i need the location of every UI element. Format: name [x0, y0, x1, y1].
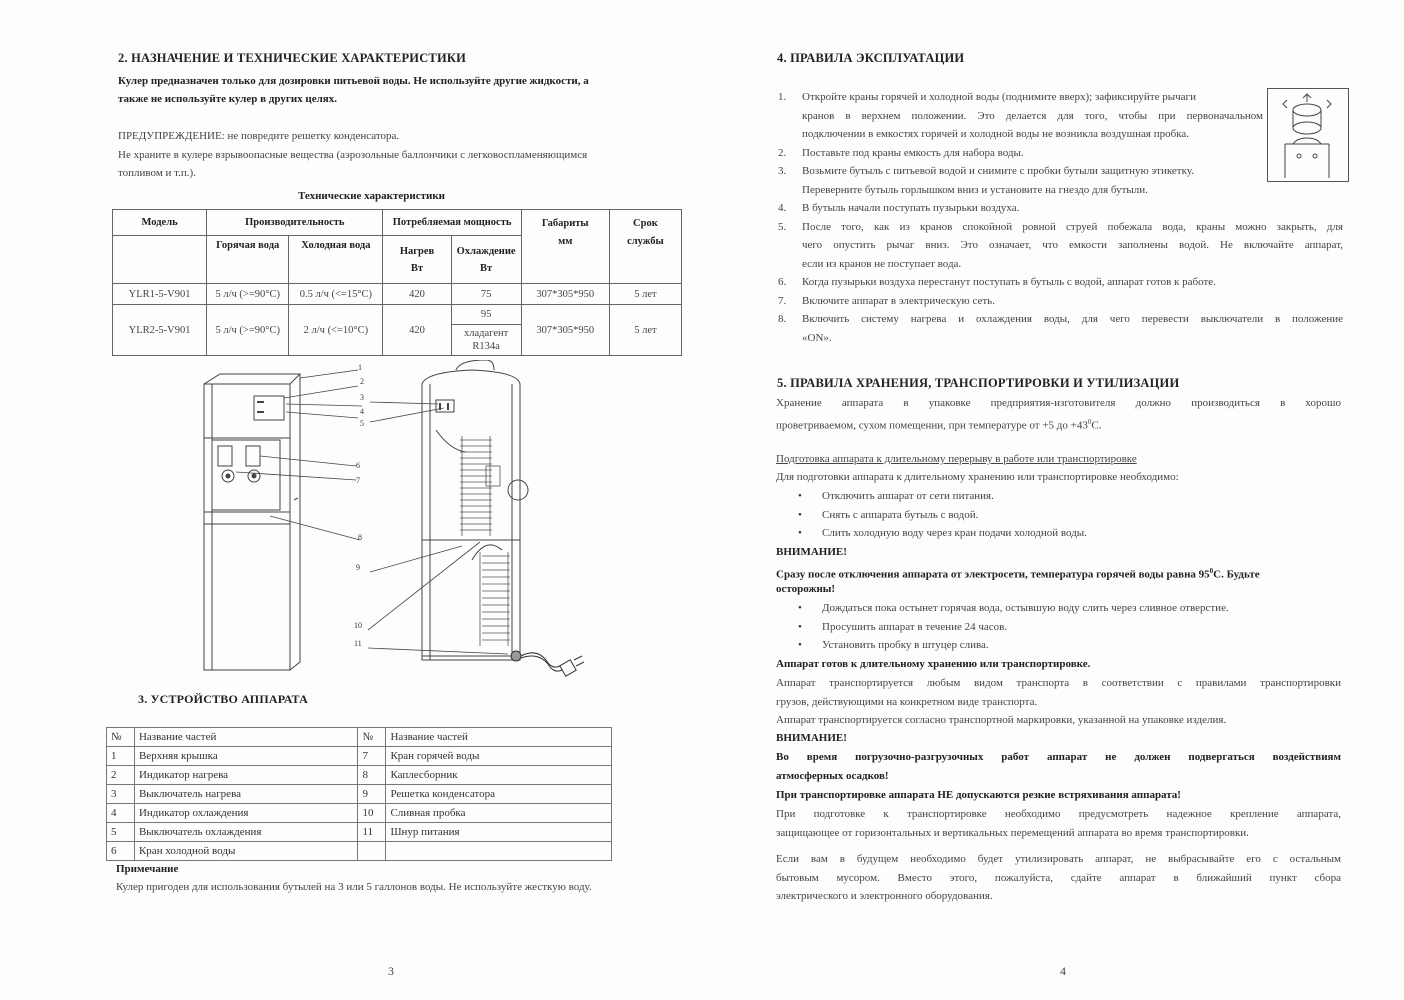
- part-num: 1: [107, 747, 135, 766]
- list-item: [778, 88, 1263, 144]
- section4-title: 4. ПРАВИЛА ЭКСПЛУАТАЦИИ: [777, 51, 965, 65]
- hdr-model: Модель: [113, 210, 207, 236]
- diagram-label: 9: [356, 563, 360, 572]
- row1-hot: 5 л/ч (>=90°C): [207, 284, 289, 305]
- rule-3-line-2: Переверните бутыль горлышком вниз и установите на гнездо для бутыли.: [802, 183, 1148, 196]
- parts-col-num-2: №: [358, 728, 386, 747]
- row2-refrigerant: [451, 325, 521, 356]
- list-item: • Просушить аппарат в течение 24 часов.: [776, 618, 1229, 637]
- row2-model: YLR2-5-V901: [113, 305, 207, 356]
- fix-line-2: защищающее от горизонтальных и вертикальных перемещений аппарата во время транспортировки.: [776, 826, 1249, 839]
- spec-table-caption: Технические характеристики: [298, 190, 446, 202]
- diagram-label: 2: [360, 377, 364, 386]
- part-name: Выключатель нагрева: [134, 785, 358, 804]
- hdr-heat-label: Нагрев: [399, 245, 435, 257]
- part-name: Каплесборник: [386, 766, 612, 785]
- section5-title: 5. ПРАВИЛА ХРАНЕНИЯ, ТРАНСПОРТИРОВКИ И УТИЛИЗАЦИИ: [777, 376, 1180, 390]
- ready-text: Аппарат готов к длительному хранению или транспортировке.: [776, 658, 1091, 670]
- list-item: • Дождаться пока остынет горячая вода, остывшую воду слить через сливное отверстие.: [776, 599, 1229, 618]
- row2-life: 5 лет: [609, 305, 681, 356]
- part-num: 9: [358, 785, 386, 804]
- weather-paragraph: [776, 748, 1341, 785]
- warning-line1: ПРЕДУПРЕЖДЕНИЕ: не повредите решетку конденсатора.: [118, 130, 400, 142]
- hot-warning-text: Сразу после отключения аппарата от электросети, температура горячей воды равна 95: [776, 568, 1210, 581]
- attention-1: ВНИМАНИЕ!: [776, 546, 847, 558]
- hdr-dims-unit: мм: [558, 236, 573, 247]
- list-item-number: 3.: [778, 165, 787, 177]
- diagram-label: 6: [356, 461, 360, 470]
- hdr-model-empty: [113, 236, 207, 284]
- storage-line-2: [776, 413, 1341, 435]
- parts-col-name: Название частей: [134, 728, 358, 747]
- transport-paragraph: [776, 674, 1341, 730]
- part-num: 11: [358, 823, 386, 842]
- table-row: [113, 305, 682, 325]
- weather-line-1: Во время погрузочно-разгрузочных работ аппарат не должен подвергаться воздействиям: [776, 751, 1341, 763]
- note-text: Кулер пригоден для использования бутылей на 3 или 5 галлонов воды. Не используйте жесткую воду.: [116, 881, 592, 893]
- row1-heat: 420: [383, 284, 451, 305]
- cooler-diagram: [190, 360, 600, 690]
- storage-paragraph: [776, 394, 1341, 435]
- right-page: [702, 0, 1404, 1000]
- part-name: Сливная пробка: [386, 804, 612, 823]
- storage-line-1: Хранение аппарата в упаковке предприятия-изготовителя должно производиться в хорошо: [776, 397, 1341, 409]
- table-row: [107, 823, 612, 842]
- rule-7-line-1: Включите аппарат в электрическую сеть.: [802, 294, 995, 307]
- prep-bullets: [776, 487, 1087, 543]
- disposal-line-1: Если вам в будущем необходимо будет утилизировать аппарат, не выбрасывайте его с остальным: [776, 853, 1341, 865]
- row2-cool: 95: [451, 305, 521, 325]
- hdr-cool-unit: Вт: [480, 262, 493, 274]
- part-name: [386, 842, 612, 861]
- list-item: • Снять с аппарата бутыль с водой.: [776, 506, 1087, 525]
- rule-1-line-2: кранов в верхнем положении. Это делается для того, чтобы при первоначальном: [802, 109, 1263, 122]
- table-row: [107, 842, 612, 861]
- rule-4-line-1: В бутыль начали поступать пузырьки воздуха.: [802, 202, 1020, 214]
- list-item: • Установить пробку в штуцер слива.: [776, 636, 1229, 655]
- part-num: 6: [107, 842, 135, 861]
- list-item-number: 6.: [778, 276, 787, 288]
- table-row: [107, 804, 612, 823]
- diagram-label: 10: [354, 621, 362, 630]
- rule-3-line-1: Возьмите бутыль с питьевой водой и снимите с пробки бутыли защитную этикетку.: [802, 165, 1194, 177]
- list-item: [778, 218, 1343, 274]
- weather-line-2: атмосферных осадков!: [776, 769, 889, 782]
- hdr-life-label: Срок: [633, 218, 658, 229]
- condenser-coils: [460, 436, 510, 646]
- diagram-label: 4: [360, 407, 364, 416]
- diagram-label: 3: [360, 393, 364, 402]
- row2-heat: 420: [383, 305, 451, 356]
- rule-8-line-1: Включить систему нагрева и охлаждения воды, для чего перевести выключатели в положение: [802, 313, 1343, 325]
- disposal-line-3: электрического и электронного оборудования.: [776, 890, 993, 902]
- list-item-number: 5.: [778, 220, 787, 233]
- row1-cold: 0.5 л/ч (<=15°C): [289, 284, 383, 305]
- section3-title: 3. УСТРОЙСТВО АППАРАТА: [138, 692, 308, 706]
- diagram-label: 1: [358, 363, 362, 372]
- list-item-number: 2.: [778, 146, 787, 159]
- list-item-number: 7.: [778, 294, 787, 307]
- fix-line-1: При подготовке к транспортировке необходимо предусмотреть надежное крепление аппарата,: [776, 808, 1341, 820]
- transport-line-3: Аппарат транспортируется согласно транспортной маркировки, указанной на упаковке изделия.: [776, 714, 1227, 726]
- hot-bullets: [776, 599, 1229, 655]
- hdr-hot: Горячая вода: [207, 236, 289, 284]
- page-number: 3: [388, 964, 394, 978]
- row2-hot: 5 л/ч (>=90°C): [207, 305, 289, 356]
- part-name: Выключатель охлаждения: [134, 823, 358, 842]
- parts-col-name-2: Название частей: [386, 728, 612, 747]
- hdr-cool: [451, 236, 521, 284]
- list-item: [778, 273, 1343, 292]
- hdr-performance: Производительность: [207, 210, 383, 236]
- hdr-dims-label: Габариты: [541, 218, 589, 229]
- hdr-dims: [521, 210, 609, 284]
- part-num: [358, 842, 386, 861]
- list-item: [778, 199, 1343, 218]
- disposal-paragraph: [776, 850, 1341, 906]
- row1-life: 5 лет: [609, 284, 681, 305]
- list-item: • Слить холодную воду через кран подачи холодной воды.: [776, 524, 1087, 543]
- hdr-cool-label: Охлаждение: [456, 245, 516, 257]
- cooler-front-view: [204, 374, 300, 670]
- diagram-label: 5: [360, 419, 364, 428]
- fix-paragraph: [776, 805, 1341, 842]
- parts-col-num: №: [107, 728, 135, 747]
- row2-refrigerant-type: R134a: [472, 341, 500, 352]
- table-row: [113, 284, 682, 305]
- hot-warning-unit: С. Будьте: [1213, 568, 1260, 581]
- list-item-number: 1.: [778, 91, 787, 103]
- purpose-line2: также не используйте кулер в других целях.: [118, 93, 338, 105]
- part-num: 7: [358, 747, 386, 766]
- hdr-power: Потребляемая мощность: [383, 210, 521, 236]
- warning-line3: топливом и т.п.).: [118, 167, 196, 179]
- hdr-life: [609, 210, 681, 284]
- part-num: 5: [107, 823, 135, 842]
- hdr-cold: Холодная вода: [289, 236, 383, 284]
- table-row: [107, 766, 612, 785]
- rule-8-line-2: «ON».: [802, 331, 832, 344]
- prep-heading: Подготовка аппарата к длительному перерыву в работе или транспортировке: [776, 453, 1137, 465]
- rule-2-line-1: Поставьте под краны емкость для набора воды.: [802, 146, 1024, 159]
- hot-warning-line-1: [776, 562, 1260, 584]
- transport-line-1: Аппарат транспортируется любым видом транспорта в соответствии с правилами транспортировки: [776, 677, 1341, 689]
- table-row: [107, 785, 612, 804]
- part-name: Кран холодной воды: [134, 842, 358, 861]
- row1-dims: 307*305*950: [521, 284, 609, 305]
- part-num: 4: [107, 804, 135, 823]
- part-num: 2: [107, 766, 135, 785]
- hot-warning-line-2: осторожны!: [776, 583, 836, 595]
- rule-1-line-3: подключении в емкостях горячей и холодной воды не возникла воздушная пробка.: [802, 128, 1190, 140]
- diagram-label: 11: [354, 639, 362, 648]
- part-name: Шнур питания: [386, 823, 612, 842]
- degree-sup: 0: [1087, 417, 1092, 426]
- transport-line-2: грузов, действующими на конкретном виде транспорта.: [776, 695, 1038, 708]
- purpose-line1: Кулер предназначен только для дозировки питьевой воды. Не используйте другие жидкости, а: [118, 75, 589, 87]
- page-number: 4: [1060, 964, 1066, 978]
- parts-table: [106, 727, 612, 861]
- spec-table: [112, 209, 682, 356]
- row2-dims: 307*305*950: [521, 305, 609, 356]
- part-name: Индикатор охлаждения: [134, 804, 358, 823]
- operation-rules-list: [778, 88, 1343, 347]
- list-item-number: 8.: [778, 313, 787, 325]
- diagram-label: 7: [356, 476, 360, 485]
- part-num: 10: [358, 804, 386, 823]
- prep-intro: Для подготовки аппарата к длительному хранению или транспортировке необходимо:: [776, 471, 1179, 483]
- hdr-heat: [383, 236, 451, 284]
- table-row: [107, 728, 612, 747]
- list-item: [778, 310, 1343, 347]
- row2-cold: 2 л/ч (<=10°C): [289, 305, 383, 356]
- list-item: [778, 292, 1343, 311]
- part-name: Решетка конденсатора: [386, 785, 612, 804]
- disposal-line-2: бытовым мусором. Вместо этого, пожалуйста, сдайте аппарат в ближайший пункт сбора: [776, 871, 1341, 884]
- part-name: Кран горячей воды: [386, 747, 612, 766]
- shake-warning: При транспортировке аппарата НЕ допускаются резкие встряхивания аппарата!: [776, 789, 1181, 801]
- part-name: Индикатор нагрева: [134, 766, 358, 785]
- row1-model: YLR1-5-V901: [113, 284, 207, 305]
- diagram-label: 8: [358, 533, 362, 542]
- list-item: [778, 162, 1343, 199]
- list-item-number: 4.: [778, 202, 787, 214]
- rule-1-line-1: Откройте краны горячей и холодной воды (поднимите вверх); зафиксируйте рычаги: [802, 91, 1196, 103]
- rule-5-line-2: чего опустить рычаг вниз. Это означает, что емкости заполнены водой. Не включайте аппарат,: [802, 239, 1343, 251]
- rule-6-line-1: Когда пузырьки воздуха перестанут поступать в бутыль с водой, аппарат готов к работе.: [802, 276, 1216, 288]
- table-row: [107, 747, 612, 766]
- power-cord: [511, 651, 584, 676]
- hdr-life-label2: службы: [627, 236, 664, 247]
- list-item: [778, 144, 1343, 163]
- storage-line-2-unit: С.: [1091, 419, 1102, 432]
- attention-2: ВНИМАНИЕ!: [776, 732, 847, 744]
- part-name: Верхняя крышка: [134, 747, 358, 766]
- part-num: 8: [358, 766, 386, 785]
- section2-title: 2. НАЗНАЧЕНИЕ И ТЕХНИЧЕСКИЕ ХАРАКТЕРИСТИКИ: [118, 51, 467, 65]
- hdr-heat-unit: Вт: [410, 262, 424, 274]
- warning-line2: Не храните в кулере взрывоопасные вещества (аэрозольные баллончики с легковоспламеняющимся: [118, 149, 588, 161]
- cooler-internal-view: [422, 360, 528, 660]
- note-title: Примечание: [116, 863, 179, 875]
- rule-5-line-3: если из кранов не поступает вода.: [802, 257, 962, 270]
- storage-line-2-text: проветриваемом, сухом помещении, при температуре от +5 до +43: [776, 419, 1088, 432]
- degree-sup: 0: [1209, 567, 1214, 575]
- row1-cool: 75: [451, 284, 521, 305]
- list-item: • Отключить аппарат от сети питания.: [776, 487, 1087, 506]
- part-num: 3: [107, 785, 135, 804]
- row2-refrigerant-label: хладагент: [464, 328, 509, 339]
- rule-5-line-1: После того, как из кранов спокойной ровной струей побежала вода, краны можно закрыть, для: [802, 220, 1343, 233]
